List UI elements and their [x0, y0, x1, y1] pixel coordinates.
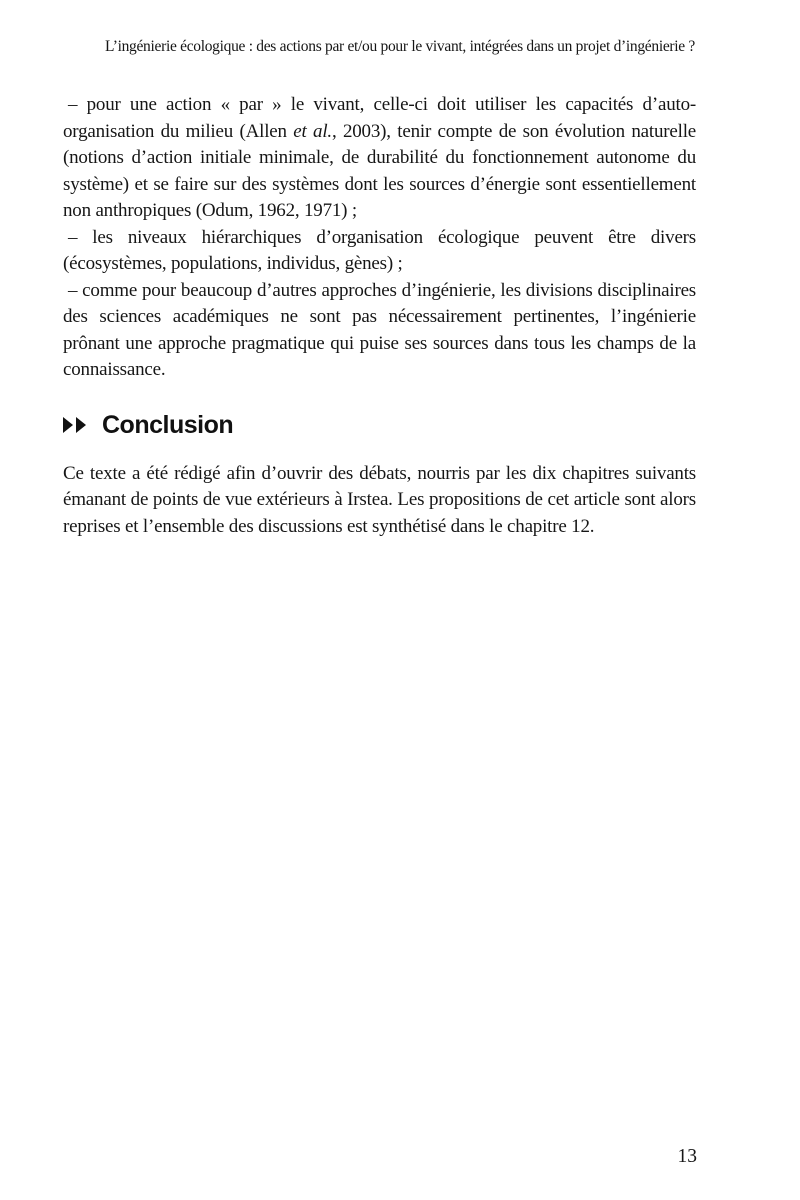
running-header: L’ingénierie écologique : des actions par et/ou pour le vivant, intégrées dans un projet d’ingénierie ? [104, 38, 696, 55]
conclusion-paragraph: Ce texte a été rédigé afin d’ouvrir des débats, nourris par les dix chapitres suivants émanant de points de vue extérieurs à Irstea. Les propositions de cet article sont alors reprises et l’ensemble des discussions est synthétisé dans le chapitre 12. [63, 462, 696, 537]
page-number: 13 [677, 1146, 697, 1167]
bullet-item [63, 92, 696, 225]
bullet-item: – les niveaux hiérarchiques d’organisation écologique peuvent être divers (écosystèmes, populations, individus, gènes) ; [63, 226, 696, 274]
bullet-text-before-citation: – pour une action « par » le vivant, celle-ci doit utiliser les capacités d’auto-organisation du milieu (Allen [63, 94, 696, 142]
page-content [63, 92, 696, 540]
et-al-italic: et al. [293, 120, 332, 142]
bullet-text-after-citation: , 2003), tenir compte de son évolution naturelle (notions d’action initiale minimale, de durabilité du fonctionnement autonome du système) et se faire sur des systèmes dont les sources d’énergie sont essentiellement non anthropiques (Odum, 1962, 1971) ; [63, 120, 697, 221]
conclusion-heading [63, 411, 696, 440]
conclusion-heading-label: Conclusion [102, 410, 234, 439]
double-chevron-right-icon [63, 417, 90, 433]
bullet-item: – comme pour beaucoup d’autres approches d’ingénierie, les divisions disciplinaires des sciences académiques ne sont pas nécessairement pertinentes, l’ingénierie prônant une approche pragmatique qui puise ses sources dans tous les champs de la connaissance. [63, 279, 696, 380]
